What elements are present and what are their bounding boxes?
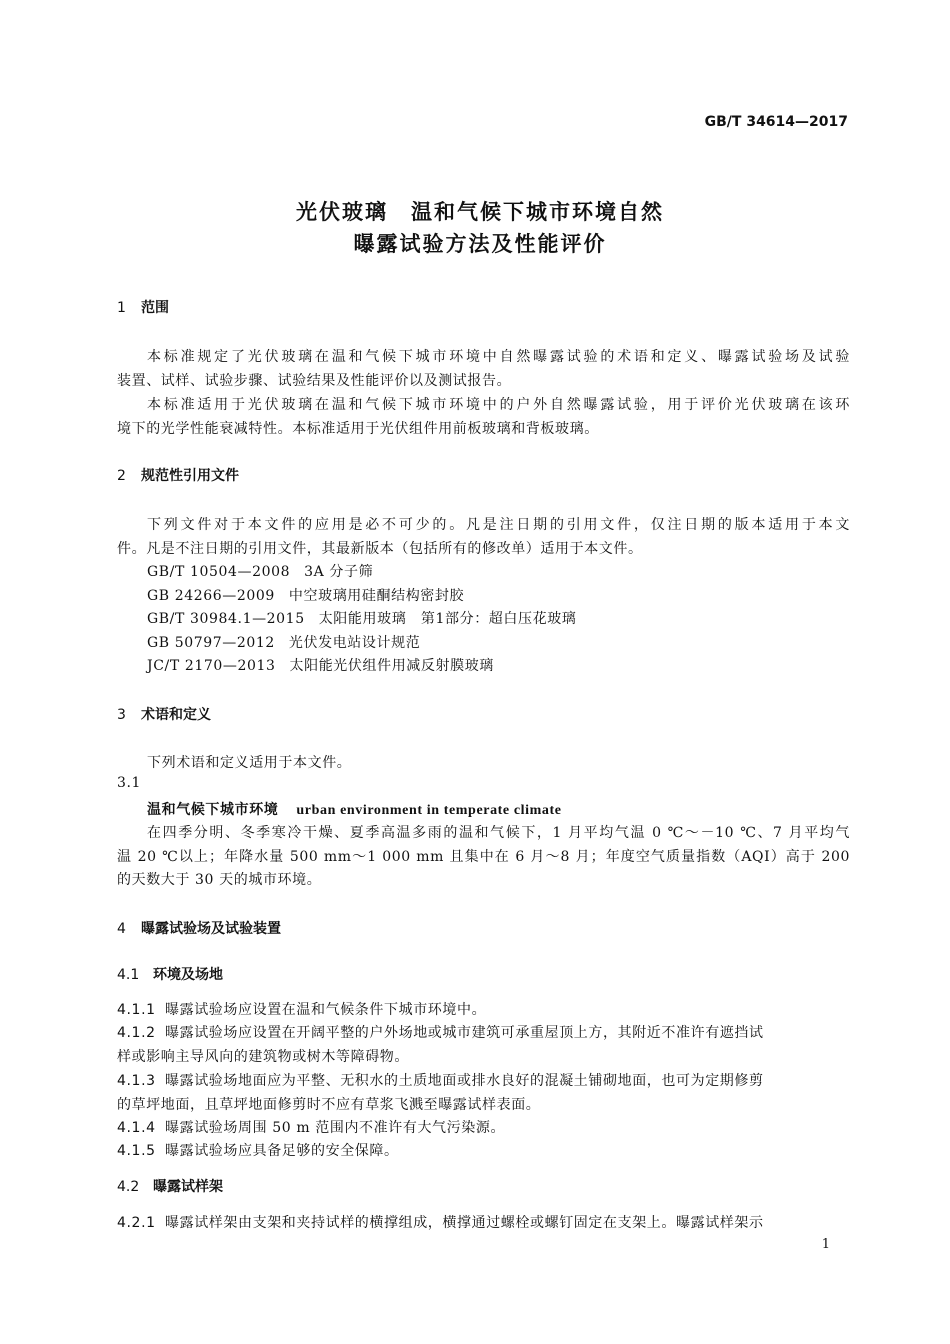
clause-4-1-3 bbox=[117, 1070, 850, 1090]
subsection-number: 4.1 bbox=[117, 967, 140, 983]
reference-code: GB 50797—2012 bbox=[147, 635, 275, 651]
clause-4-1-1 bbox=[117, 999, 850, 1019]
section-4-heading bbox=[117, 918, 281, 938]
section-title: 术语和定义 bbox=[141, 707, 211, 723]
document-title-line-2: 曝露试验方法及性能评价 bbox=[353, 232, 607, 256]
paragraph-line: 装置、试样、试验步骤、试验结果及性能评价以及测试报告。 bbox=[117, 373, 512, 389]
section-number: 2 bbox=[117, 468, 126, 484]
subsection-4-1-heading bbox=[117, 964, 223, 984]
section-number: 3 bbox=[117, 707, 126, 723]
reference-name: 3A 分子筛 bbox=[304, 564, 374, 580]
section-title: 曝露试验场及试验装置 bbox=[141, 921, 281, 937]
reference-code: GB/T 10504—2008 bbox=[147, 564, 291, 580]
term-number: 3.1 bbox=[117, 775, 142, 791]
section-title: 规范性引用文件 bbox=[141, 468, 239, 484]
reference-name: 太阳能光伏组件用减反射膜玻璃 bbox=[289, 658, 494, 674]
paragraph-line: 在四季分明、冬季寒冷干燥、夏季高温多雨的温和气候下，1 月平均气温 0 ℃～－10 ℃、7 月平均气 bbox=[147, 825, 850, 841]
subsection-title: 环境及场地 bbox=[153, 967, 223, 983]
reference-name: 中空玻璃用硅酮结构密封胶 bbox=[288, 588, 465, 604]
subsection-number: 4.2 bbox=[117, 1179, 140, 1195]
clause-4-1-4 bbox=[117, 1117, 850, 1137]
paragraph-line: 境下的光学性能衰减特性。本标准适用于光伏组件用前板玻璃和背板玻璃。 bbox=[117, 421, 599, 437]
term-entry bbox=[147, 799, 850, 819]
standard-code: GB/T 34614—2017 bbox=[704, 114, 848, 130]
normative-reference bbox=[147, 632, 850, 652]
paragraph-line: 的草坪地面，且草坪地面修剪时不应有草浆飞溅至曝露试样表面。 bbox=[117, 1097, 541, 1113]
clause-text: 曝露试样架由支架和夹持试样的横撑组成，横撑通过螺栓或螺钉固定在支架上。曝露试样架示 bbox=[165, 1215, 764, 1231]
section-number: 1 bbox=[117, 300, 126, 316]
clause-number: 4.1.2 bbox=[117, 1025, 156, 1041]
clause-text: 曝露试验场应设置在温和气候条件下城市环境中。 bbox=[165, 1002, 487, 1018]
reference-code: JC/T 2170—2013 bbox=[147, 658, 276, 674]
term-chinese: 温和气候下城市环境 bbox=[147, 802, 279, 818]
normative-reference bbox=[147, 561, 850, 581]
reference-code: GB/T 30984.1—2015 bbox=[147, 611, 305, 627]
clause-number: 4.2.1 bbox=[117, 1215, 156, 1231]
subsection-4-2-heading bbox=[117, 1176, 223, 1196]
clause-text: 曝露试验场应具备足够的安全保障。 bbox=[165, 1143, 399, 1159]
clause-4-1-5 bbox=[117, 1140, 850, 1160]
clause-number: 4.1.3 bbox=[117, 1073, 156, 1089]
subsection-title: 曝露试样架 bbox=[153, 1179, 223, 1195]
normative-reference bbox=[147, 585, 850, 605]
clause-4-2-1 bbox=[117, 1212, 850, 1232]
normative-reference bbox=[147, 608, 850, 628]
reference-name: 光伏发电站设计规范 bbox=[288, 635, 421, 651]
clause-text: 曝露试验场应设置在开阔平整的户外场地或城市建筑可承重屋顶上方，其附近不准许有遮挡试 bbox=[165, 1025, 764, 1041]
clause-4-1-2 bbox=[117, 1022, 850, 1042]
section-2-heading bbox=[117, 465, 239, 485]
paragraph-line: 下列术语和定义适用于本文件。 bbox=[147, 755, 352, 771]
clause-text: 曝露试验场地面应为平整、无积水的土质地面或排水良好的混凝土铺砌地面，也可为定期修剪 bbox=[165, 1073, 764, 1089]
section-3-heading bbox=[117, 704, 211, 724]
clause-number: 4.1.5 bbox=[117, 1143, 156, 1159]
paragraph-line: 的天数大于 30 天的城市环境。 bbox=[117, 872, 322, 888]
clause-number: 4.1.1 bbox=[117, 1002, 156, 1018]
section-number: 4 bbox=[117, 921, 126, 937]
reference-name: 太阳能用玻璃 第1部分：超白压花玻璃 bbox=[318, 611, 577, 627]
paragraph-line: 件。凡是不注日期的引用文件，其最新版本（包括所有的修改单）适用于本文件。 bbox=[117, 541, 643, 557]
normative-reference bbox=[147, 655, 850, 675]
paragraph-line: 样或影响主导风向的建筑物或树木等障碍物。 bbox=[117, 1049, 409, 1065]
section-title: 范围 bbox=[141, 300, 169, 316]
paragraph-line: 下列文件对于本文件的应用是必不可少的。凡是注日期的引用文件，仅注日期的版本适用于本文 bbox=[147, 517, 850, 533]
section-1-heading bbox=[117, 297, 169, 317]
paragraph-line: 本标准规定了光伏玻璃在温和气候下城市环境中自然曝露试验的术语和定义、曝露试验场及试验 bbox=[147, 349, 850, 365]
page-number: 1 bbox=[821, 1237, 830, 1252]
paragraph-line: 本标准适用于光伏玻璃在温和气候下城市环境中的户外自然曝露试验，用于评价光伏玻璃在该环 bbox=[147, 397, 850, 413]
clause-number: 4.1.4 bbox=[117, 1120, 156, 1136]
paragraph-line: 温 20 ℃以上；年降水量 500 mm～1 000 mm 且集中在 6 月～8 月；年度空气质量指数（AQI）高于 200 bbox=[117, 849, 850, 865]
term-english: urban environment in temperate climate bbox=[296, 803, 562, 818]
clause-text: 曝露试验场周围 50 m 范围内不准许有大气污染源。 bbox=[165, 1120, 506, 1136]
document-title-line-1: 光伏玻璃 温和气候下城市环境自然 bbox=[296, 200, 664, 224]
reference-code: GB 24266—2009 bbox=[147, 588, 275, 604]
